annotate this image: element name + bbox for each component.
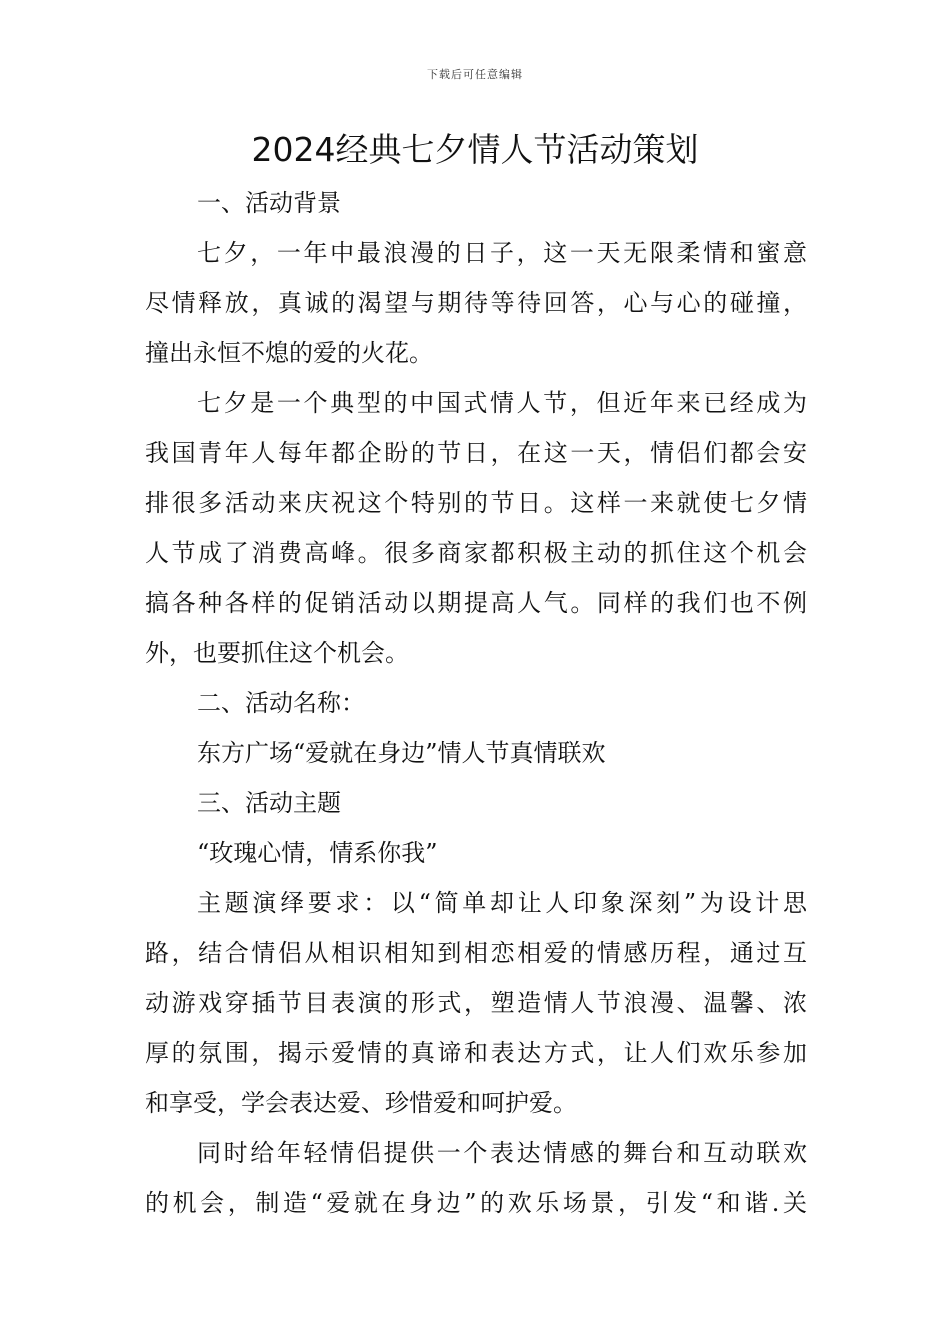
header-note: 下载后可任意编辑: [427, 68, 523, 81]
document-body: [145, 178, 807, 1228]
body-line: 七夕，一年中最浪漫的日子，这一天无限柔情和蜜意: [197, 239, 807, 267]
body-line: 撞出永恒不熄的爱的火花。: [145, 339, 433, 367]
body-line: 排很多活动来庆祝这个特别的节日。这样一来就使七夕情: [145, 489, 807, 517]
body-line: 主题演绎要求：以“简单却让人印象深刻”为设计思: [197, 889, 807, 917]
body-line: 人节成了消费高峰。很多商家都积极主动的抓住这个机会: [145, 539, 807, 567]
body-line: 三、活动主题: [197, 789, 341, 817]
body-line: 动游戏穿插节目表演的形式，塑造情人节浪漫、温馨、浓: [145, 989, 807, 1017]
body-line: 厚的氛围，揭示爱情的真谛和表达方式，让人们欢乐参加: [145, 1039, 807, 1067]
body-line: 尽情释放，真诚的渴望与期待等待回答，心与心的碰撞，: [145, 289, 807, 317]
body-line: 一、活动背景: [197, 189, 341, 217]
body-line: 的机会，制造“爱就在身边”的欢乐场景，引发“和谐.关: [145, 1189, 807, 1217]
document-title: 2024经典七夕情人节活动策划: [251, 130, 699, 169]
body-line: 和享受，学会表达爱、珍惜爱和呵护爱。: [145, 1089, 577, 1117]
body-line: 二、活动名称：: [197, 689, 365, 717]
body-line: 搞各种各样的促销活动以期提高人气。同样的我们也不例: [145, 589, 807, 617]
body-line: 东方广场“爱就在身边”情人节真情联欢: [197, 739, 606, 767]
body-line: “玫瑰心情，情系你我”: [197, 839, 438, 867]
body-line: 七夕是一个典型的中国式情人节，但近年来已经成为: [197, 389, 807, 417]
body-line: 同时给年轻情侣提供一个表达情感的舞台和互动联欢: [197, 1139, 807, 1167]
body-line: 我国青年人每年都企盼的节日，在这一天，情侣们都会安: [145, 439, 807, 467]
body-line: 外，也要抓住这个机会。: [145, 639, 409, 667]
body-line: 路，结合情侣从相识相知到相恋相爱的情感历程，通过互: [145, 939, 807, 967]
